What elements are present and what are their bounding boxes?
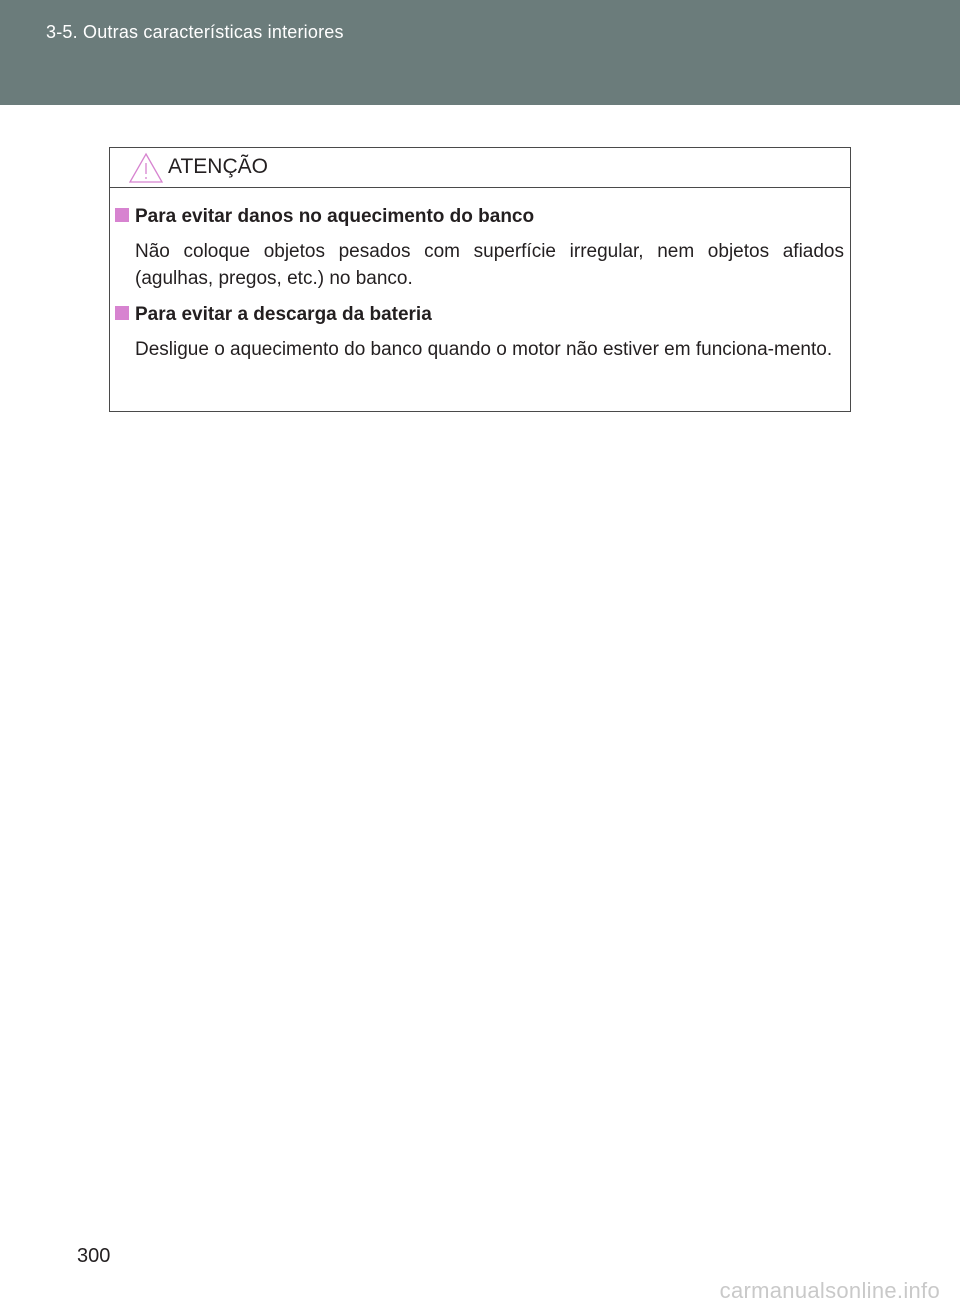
watermark: carmanualsonline.info xyxy=(719,1278,940,1303)
section-title: 3-5. Outras características interiores xyxy=(46,22,344,42)
section-heading-battery xyxy=(115,304,432,326)
warning-title: ATENÇÃO xyxy=(168,155,268,178)
warning-box xyxy=(109,147,851,412)
page-number: 300 xyxy=(77,1245,111,1267)
header-bar xyxy=(0,0,960,105)
warning-header xyxy=(110,148,850,188)
warning-triangle-icon xyxy=(128,152,164,184)
square-bullet-icon xyxy=(115,208,129,222)
square-bullet-icon xyxy=(115,306,129,320)
section-body-seat-heater: Não coloque objetos pesados com superfície irregular, nem objetos afiados (agulhas, pregos, etc.) no banco. xyxy=(135,241,844,289)
section-body-battery: Desligue o aquecimento do banco quando o motor não estiver em funciona-mento. xyxy=(135,339,833,360)
section-heading-text: Para evitar a descarga da bateria xyxy=(135,304,432,325)
section-heading-text: Para evitar danos no aquecimento do banco xyxy=(135,206,535,227)
section-heading-seat-heater xyxy=(115,206,534,228)
